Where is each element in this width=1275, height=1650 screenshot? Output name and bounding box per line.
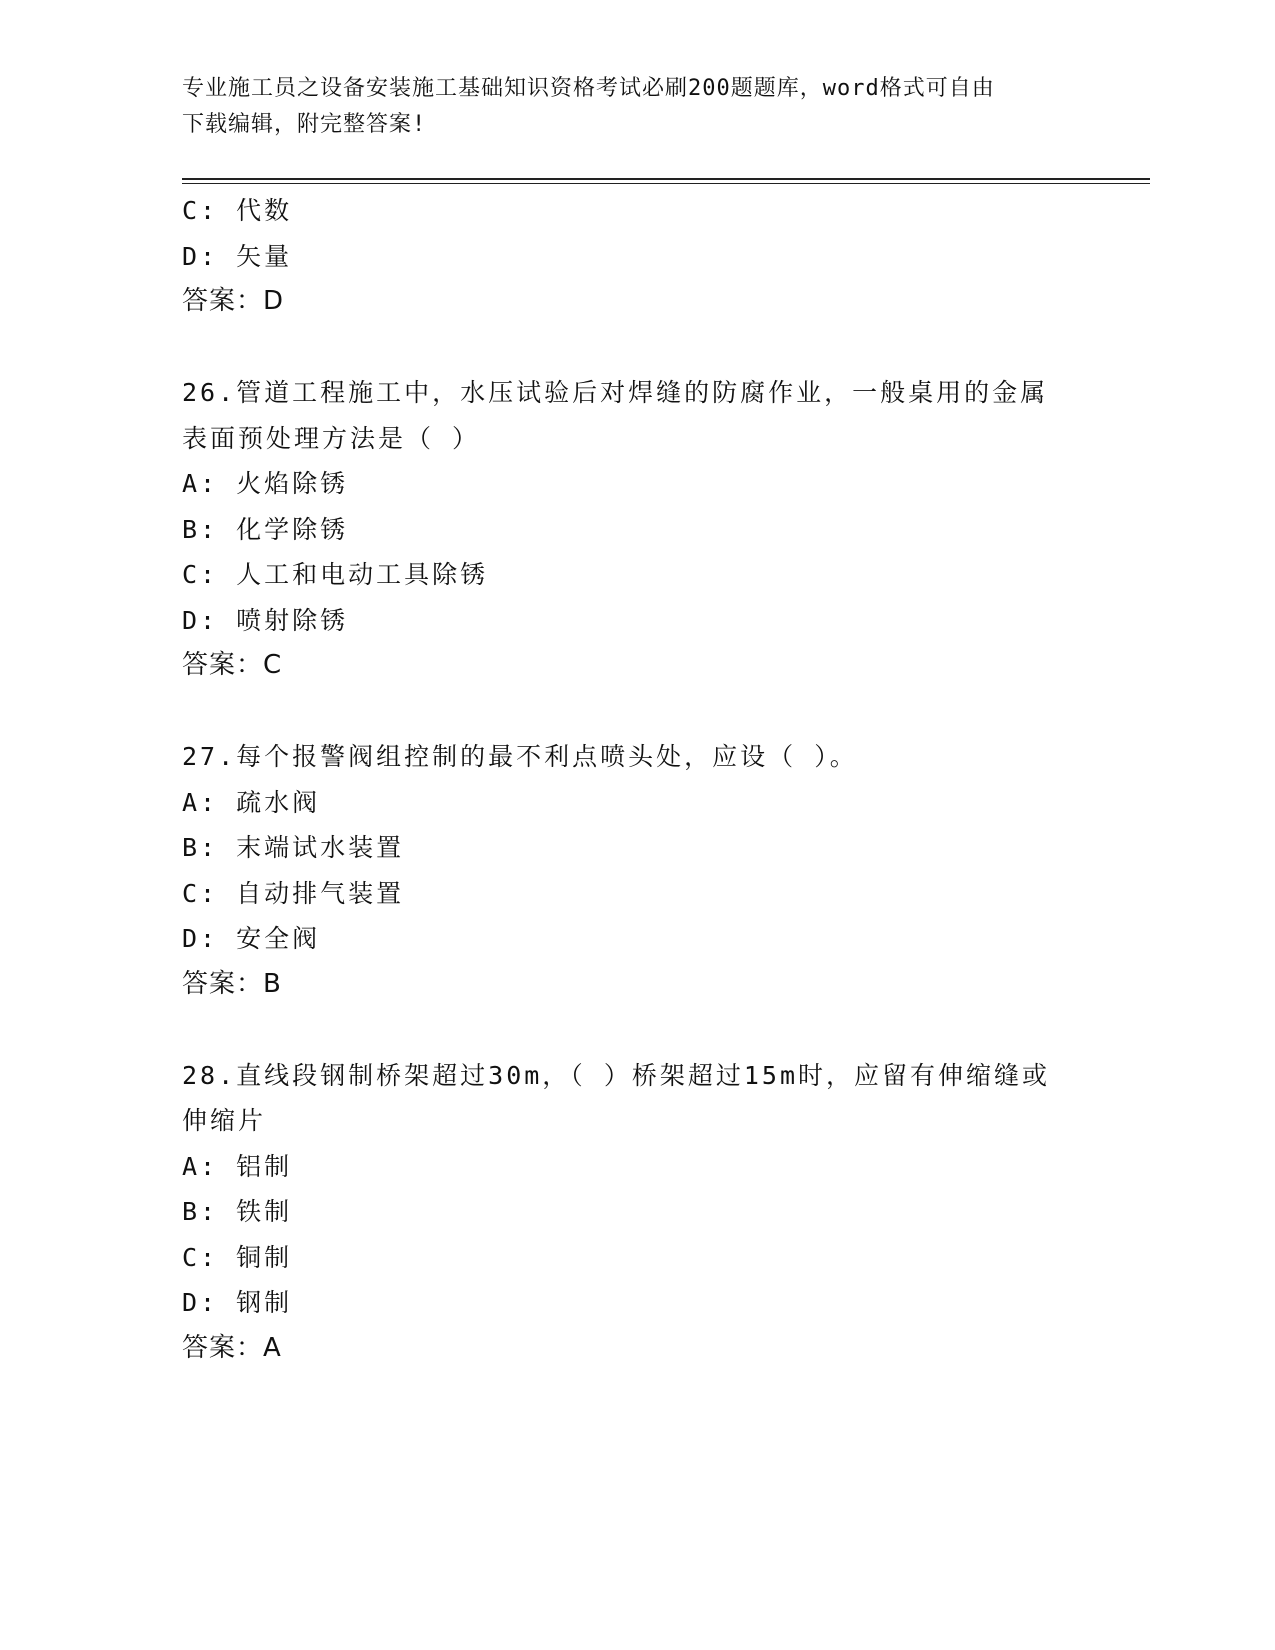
answer-line: 答案：B [182,968,282,999]
option-a: A: 火焰除锈 [182,469,349,498]
answer-line: 答案：A [182,1332,282,1363]
question-text-line: 26.管道工程施工中，水压试验后对焊缝的防腐作业，一般桌用的金属 [182,378,1049,407]
answer-line: 答案：C [182,650,283,680]
option-c: C: 代数 [182,196,293,225]
answer-line: 答案：D [182,286,285,316]
option-a: A: 铝制 [182,1151,293,1181]
question-text-line: 伸缩片 [182,1106,267,1135]
option-c: C: 自动排气装置 [182,878,405,908]
option-b: B: 末端试水装置 [182,833,405,862]
option-c: C: 人工和电动工具除锈 [182,560,489,589]
header-divider-thin [182,183,1150,184]
spacer [182,325,1150,371]
option-b: B: 铁制 [182,1197,293,1226]
option-d: D: 矢量 [182,241,293,271]
spacer [182,1007,1150,1053]
document-header [182,71,1062,143]
option-c: C: 铜制 [182,1242,293,1272]
spacer [182,689,1150,735]
header-line-1: 专业施工员之设备安装施工基础知识资格考试必刷200题题库，word格式可自由 [182,76,995,101]
header-line-2: 下载编辑，附完整答案! [182,112,427,137]
question-text-line: 表面预处理方法是（ ） [182,423,481,453]
option-a: A: 疏水阀 [182,787,321,817]
option-d: D: 钢制 [182,1288,293,1317]
option-d: D: 安全阀 [182,924,321,953]
question-text-line: 27.每个报警阀组控制的最不利点喷头处，应设（ ）。 [182,742,858,771]
question-text-line: 28.直线段钢制桥架超过30m，（ ）桥架超过15m时，应留有伸缩缝或 [182,1060,1051,1090]
option-b: B: 化学除锈 [182,514,349,544]
question-list [182,188,1150,1371]
header-divider-thick [182,178,1150,180]
option-d: D: 喷射除锈 [182,605,349,635]
